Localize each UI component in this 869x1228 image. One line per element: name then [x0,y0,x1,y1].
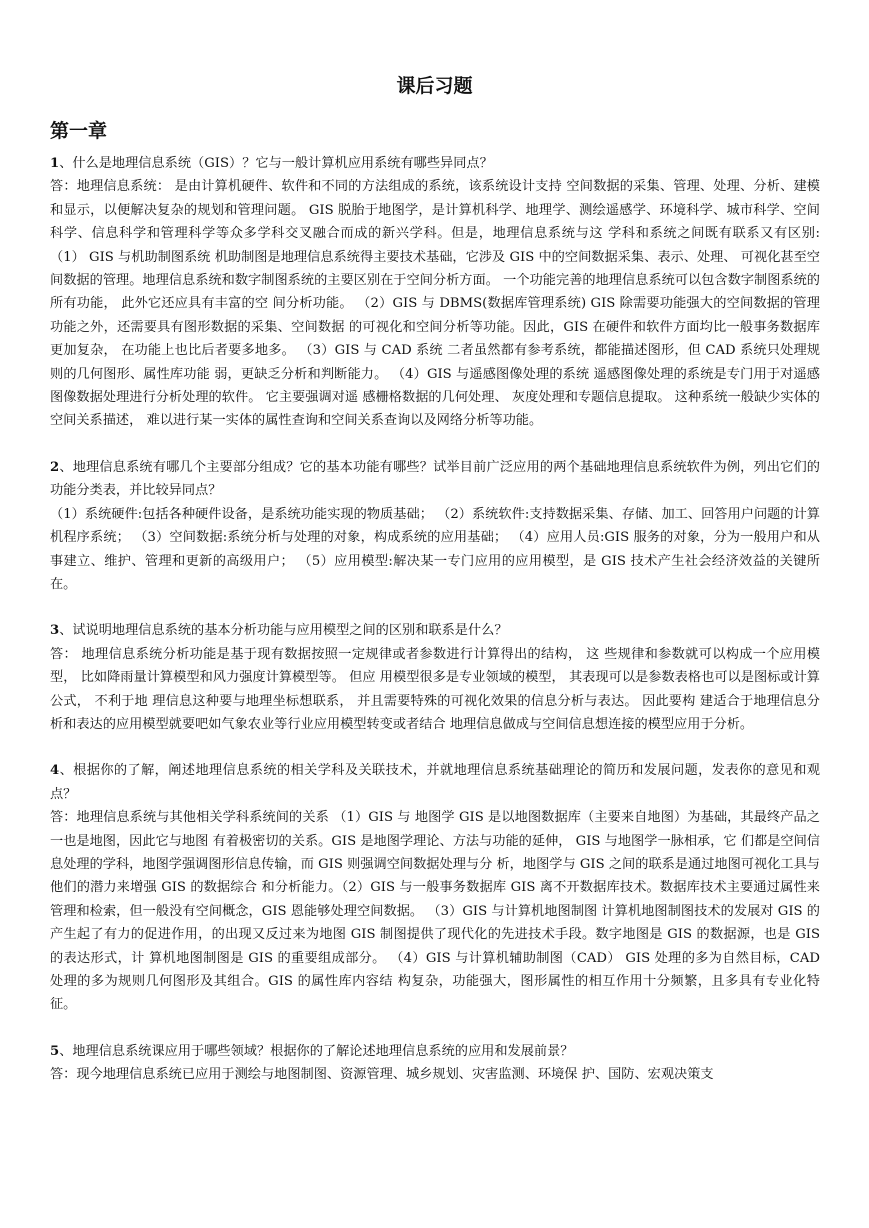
question-text: 、地理信息系统有哪几个主要部分组成？它的基本功能有哪些？试举目前广泛应用的两个基础地理信息系统软件为例，列出它们的功能分类表，并比较异同点？ [50,459,820,499]
question-text: 、地理信息系统课应用于哪些领域？根据你的了解论述地理信息系统的应用和发展前景？ [59,1043,574,1059]
question-number: 4 [50,763,60,779]
question-text: 、根据你的了解，阐述地理信息系统的相关学科及关联技术，并就地理信息系统基础理论的简历和发展问题，发表你的意见和观点？ [50,763,820,802]
question-number: 5 [50,1043,60,1059]
question-block-2 [50,456,820,596]
question-text: 、试说明地理信息系统的基本分析功能与应用模型之间的区别和联系是什么？ [59,623,508,639]
question-3 [50,619,820,642]
question-block-1 [50,152,820,433]
answer-2: （1）系统硬件:包括各种硬件设备，是系统功能实现的物质基础； （2）系统软件:支持数据采集、存储、加工、回答用户问题的计算机程序系统； （3）空间数据:系统分析与处理的对象，构成系统的应用基础； （4）应用人员:GIS 服务的对象，分为一般用户和从事建立、维护、管理和更新的高级用户； （5）应用模型:解决某一专门应用的应用模型，是 GIS 技术产生社会经济效益的关键所在。 [50,506,820,592]
question-text: 、什么是地理信息系统（GIS）？它与一般计算机应用系统有哪些异同点？ [59,156,493,171]
question-block-4 [50,759,820,1016]
question-4 [50,759,820,806]
question-1 [50,152,820,175]
question-number: 2 [50,459,60,475]
answer-3: 答： 地理信息系统分析功能是基于现有数据按照一定规律或者参数进行计算得出的结构， 这 些规律和参数就可以构成一个应用模型， 比如降雨量计算模型和风力强度计算模型等。 但应 用模型很多是专业领域的模型， 其表现可以是参数表格也可以是图标或计算公式， 不利于地 理信息这种要与地理坐标想联系， 并且需要特殊的可视化效果的信息分析与表达。 因此要构 建适合于地理信息分析和表达的应用模型就要吧如气象农业等行业应用模型转变或者结合 地理信息做成与空间信息想连接的模型应用于分析。 [50,646,820,732]
question-2 [50,456,820,503]
document-title: 课后习题 [396,75,473,97]
answer-4: 答：地理信息系统与其他相关学科系统间的关系 （1）GIS 与 地图学 GIS 是以地图数据库（主要来自地图）为基础，其最终产品之一也是地图，因此它与地图 有着极密切的关系。GIS 是地图学理论、方法与功能的延伸， GIS 与地图学一脉相承，它 们都是空间信息处理的学科，地图学强调图形信息传输，而 GIS 则强调空间数据处理与分 析，地图学与 GIS 之间的联系是通过地图可视化工具与他们的潜力来增强 GIS 的数据综合 和分析能力。（2）GIS 与一般事务数据库 GIS 离不开数据库技术。数据库技术主要通过属性来管理和检索，但一般没有空间概念，GIS 恩能够处理空间数据。 （3）GIS 与计算机地图制图 计算机地图制图技术的发展对 GIS 的产生起了有力的促进作用，的出现又反过来为地图 GIS 制图提供了现代化的先进技术手段。数字地图是 GIS 的数据源，也是 GIS 的表达形式，计 算机地图制图是 GIS 的重要组成部分。 （4）GIS 与计算机辅助制图（CAD） GIS 处理的多为自然目标，CAD 处理的多为规则几何图形及其组合。GIS 的属性库内容结 构复杂，功能强大，图形属性的相互作用十分频繁，且多具有专业化特征。 [50,810,820,1013]
document-body [50,152,820,1110]
answer-5: 答：现今地理信息系统已应用于测绘与地图制图、资源管理、城乡规划、灾害监测、环境保 护、国防、宏观决策支 [50,1067,714,1083]
question-block-3 [50,619,820,736]
question-5 [50,1040,820,1063]
question-number: 1 [50,156,60,171]
answer-1: 答：地理信息系统： 是由计算机硬件、软件和不同的方法组成的系统，该系统设计支持 空间数据的采集、管理、处理、分析、建模和显示，以便解决复杂的规划和管理问题。 GIS 脱胎于地图学，是计算机科学、地理学、测绘遥感学、环境科学、城市科学、空间 科学、信息科学和管理科学等众多学科交叉融合而成的新兴学科。但是，地理信息系统与这 学科和系统之间既有联系又有区别: （1） GIS 与机助制图系统 机助制图是地理信息系统得主要技术基础，它涉及 GIS 中的空间数据采集、表示、处理、 可视化甚至空间数据的管理。地理信息系统和数字制图系统的主要区别在于空间分析方面。 一个功能完善的地理信息系统可以包含数字制图系统的所有功能， 此外它还应具有丰富的空 间分析功能。 （2）GIS 与 DBMS(数据库管理系统) GIS 除需要功能强大的空间数据的管理功能之外，还需要具有图形数据的采集、空间数据 的可视化和空间分析等功能。因此，GIS 在硬件和软件方面均比一般事务数据库更加复杂， 在功能上也比后者要多地多。 （3）GIS 与 CAD 系统 二者虽然都有参考系统，都能描述图形，但 CAD 系统只处理规则的几何图形、属性库功能 弱，更缺乏分析和判断能力。 （4）GIS 与遥感图像处理的系统 遥感图像处理的系统是专门用于对遥感图像数据处理进行分析处理的软件。 它主要强调对遥 感栅格数据的几何处理、 灰度处理和专题信息提取。 这种系统一般缺少实体的空间关系描述， 难以进行某一实体的属性查询和空间关系查询以及网络分析等功能。 [50,179,820,429]
question-block-5 [50,1040,820,1087]
question-number: 3 [50,623,60,639]
chapter-heading: 第一章 [50,120,108,142]
